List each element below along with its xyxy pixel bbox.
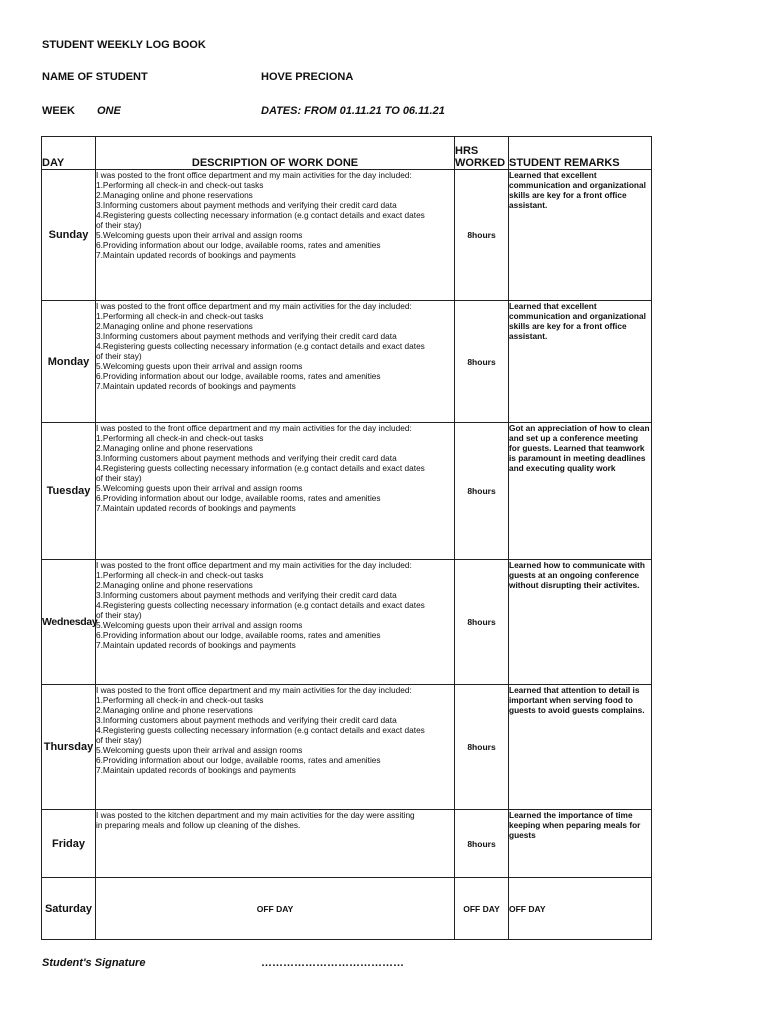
description-line: 2.Managing online and phone reservations: [96, 705, 253, 715]
remarks-cell: Got an appreciation of how to clean and set up a conference meeting for guests. Learned that teamwork is paramount in meeting deadlines and executing quality work: [509, 423, 652, 560]
day-cell: Thursday: [42, 685, 96, 810]
hours-cell: OFF DAY: [455, 878, 509, 940]
description-line: 7.Maintain updated records of bookings and payments: [96, 765, 296, 775]
description-line: 3.Informing customers about payment methods and verifying their credit card data: [96, 200, 397, 210]
column-header-remarks: STUDENT REMARKS: [509, 137, 652, 170]
student-name-label: NAME OF STUDENT: [42, 71, 148, 83]
description-cell: OFF DAY: [96, 878, 455, 940]
description-line: 4.Registering guests collecting necessary information (e.g contact details and exact dates: [96, 210, 425, 220]
remarks-cell: Learned the importance of time keeping when peparing meals for guests: [509, 810, 652, 878]
remarks-cell: Learned that excellent communication and organizational skills are key for a front office assistant.: [509, 170, 652, 301]
description-line: I was posted to the kitchen department and my main activities for the day were assiting: [96, 810, 415, 820]
description-line: 6.Providing information about our lodge, available rooms, rates and amenities: [96, 371, 381, 381]
hours-cell: 8hours: [455, 560, 509, 685]
weekly-log-table: [41, 136, 652, 940]
description-line: 6.Providing information about our lodge, available rooms, rates and amenities: [96, 630, 381, 640]
hours-cell: 8hours: [455, 423, 509, 560]
description-line: 1.Performing all check-in and check-out tasks: [96, 433, 264, 443]
description-line: in preparing meals and follow up cleaning of the dishes.: [96, 820, 301, 830]
document-title: STUDENT WEEKLY LOG BOOK: [42, 39, 206, 51]
day-cell: Monday: [42, 301, 96, 423]
description-line: 5.Welcoming guests upon their arrival and assign rooms: [96, 361, 303, 371]
day-cell: Tuesday: [42, 423, 96, 560]
description-line: 4.Registering guests collecting necessary information (e.g contact details and exact dates: [96, 463, 425, 473]
description-cell: [96, 560, 455, 685]
description-line: 2.Managing online and phone reservations: [96, 190, 253, 200]
description-line: 5.Welcoming guests upon their arrival and assign rooms: [96, 483, 303, 493]
description-line: of their stay): [96, 220, 142, 230]
description-line: 6.Providing information about our lodge, available rooms, rates and amenities: [96, 240, 381, 250]
description-line: of their stay): [96, 473, 142, 483]
student-name-value: HOVE PRECIONA: [261, 71, 354, 83]
description-line: 7.Maintain updated records of bookings and payments: [96, 503, 296, 513]
description-line: 1.Performing all check-in and check-out tasks: [96, 695, 264, 705]
column-header-hours-line2: WORKED: [455, 157, 506, 169]
hours-cell: 8hours: [455, 301, 509, 423]
day-cell: Wednesday: [42, 560, 96, 685]
description-line: 2.Managing online and phone reservations: [96, 443, 253, 453]
description-line: of their stay): [96, 351, 142, 361]
column-header-hours: [455, 137, 509, 170]
description-cell: [96, 810, 455, 878]
day-cell: Sunday: [42, 170, 96, 301]
description-line: 2.Managing online and phone reservations: [96, 321, 253, 331]
description-line: 3.Informing customers about payment methods and verifying their credit card data: [96, 453, 397, 463]
description-line: 5.Welcoming guests upon their arrival and assign rooms: [96, 620, 303, 630]
column-header-hours-line1: HRS: [455, 145, 479, 157]
description-line: 7.Maintain updated records of bookings and payments: [96, 381, 296, 391]
description-line: 3.Informing customers about payment methods and verifying their credit card data: [96, 331, 397, 341]
hours-cell: 8hours: [455, 810, 509, 878]
description-line: 5.Welcoming guests upon their arrival and assign rooms: [96, 745, 303, 755]
table-row: [42, 810, 652, 878]
table-row: [42, 301, 652, 423]
description-line: 1.Performing all check-in and check-out tasks: [96, 311, 264, 321]
table-row: [42, 170, 652, 301]
description-line: 1.Performing all check-in and check-out tasks: [96, 180, 264, 190]
table-row: [42, 685, 652, 810]
day-cell: Saturday: [42, 878, 96, 940]
description-cell: [96, 170, 455, 301]
description-line: I was posted to the front office department and my main activities for the day included:: [96, 423, 412, 433]
table-row: [42, 423, 652, 560]
table-header-row: [42, 137, 652, 170]
week-value: ONE: [97, 105, 121, 117]
description-line: 6.Providing information about our lodge, available rooms, rates and amenities: [96, 755, 381, 765]
hours-cell: 8hours: [455, 685, 509, 810]
column-header-description: DESCRIPTION OF WORK DONE: [96, 137, 455, 170]
description-line: 2.Managing online and phone reservations: [96, 580, 253, 590]
description-line: I was posted to the front office department and my main activities for the day included:: [96, 685, 412, 695]
remarks-cell: Learned that attention to detail is important when serving food to guests to avoid guests complains.: [509, 685, 652, 810]
description-line: 5.Welcoming guests upon their arrival and assign rooms: [96, 230, 303, 240]
remarks-cell: Learned how to communicate with guests at an ongoing conference without disrupting their activites.: [509, 560, 652, 685]
week-label: WEEK: [42, 105, 75, 117]
signature-line: …………………………………: [261, 957, 404, 969]
table-row-saturday: [42, 878, 652, 940]
description-line: 4.Registering guests collecting necessary information (e.g contact details and exact dates: [96, 600, 425, 610]
description-cell: [96, 685, 455, 810]
description-line: 7.Maintain updated records of bookings and payments: [96, 250, 296, 260]
description-line: 4.Registering guests collecting necessary information (e.g contact details and exact dates: [96, 341, 425, 351]
hours-cell: 8hours: [455, 170, 509, 301]
day-cell: Friday: [42, 810, 96, 878]
description-line: 7.Maintain updated records of bookings and payments: [96, 640, 296, 650]
description-cell: [96, 301, 455, 423]
column-header-day: DAY: [42, 137, 96, 170]
table-row: [42, 560, 652, 685]
description-line: 3.Informing customers about payment methods and verifying their credit card data: [96, 715, 397, 725]
signature-label: Student's Signature: [42, 957, 146, 969]
dates-range: DATES: FROM 01.11.21 TO 06.11.21: [261, 105, 445, 117]
description-line: I was posted to the front office department and my main activities for the day included:: [96, 560, 412, 570]
description-line: 6.Providing information about our lodge, available rooms, rates and amenities: [96, 493, 381, 503]
description-line: 1.Performing all check-in and check-out tasks: [96, 570, 264, 580]
description-line: 4.Registering guests collecting necessary information (e.g contact details and exact dates: [96, 725, 425, 735]
remarks-cell: OFF DAY: [509, 878, 652, 940]
remarks-cell: Learned that excellent communication and organizational skills are key for a front office assistant.: [509, 301, 652, 423]
description-cell: [96, 423, 455, 560]
description-line: of their stay): [96, 735, 142, 745]
description-line: 3.Informing customers about payment methods and verifying their credit card data: [96, 590, 397, 600]
description-line: I was posted to the front office department and my main activities for the day included:: [96, 170, 412, 180]
description-line: I was posted to the front office department and my main activities for the day included:: [96, 301, 412, 311]
description-line: of their stay): [96, 610, 142, 620]
